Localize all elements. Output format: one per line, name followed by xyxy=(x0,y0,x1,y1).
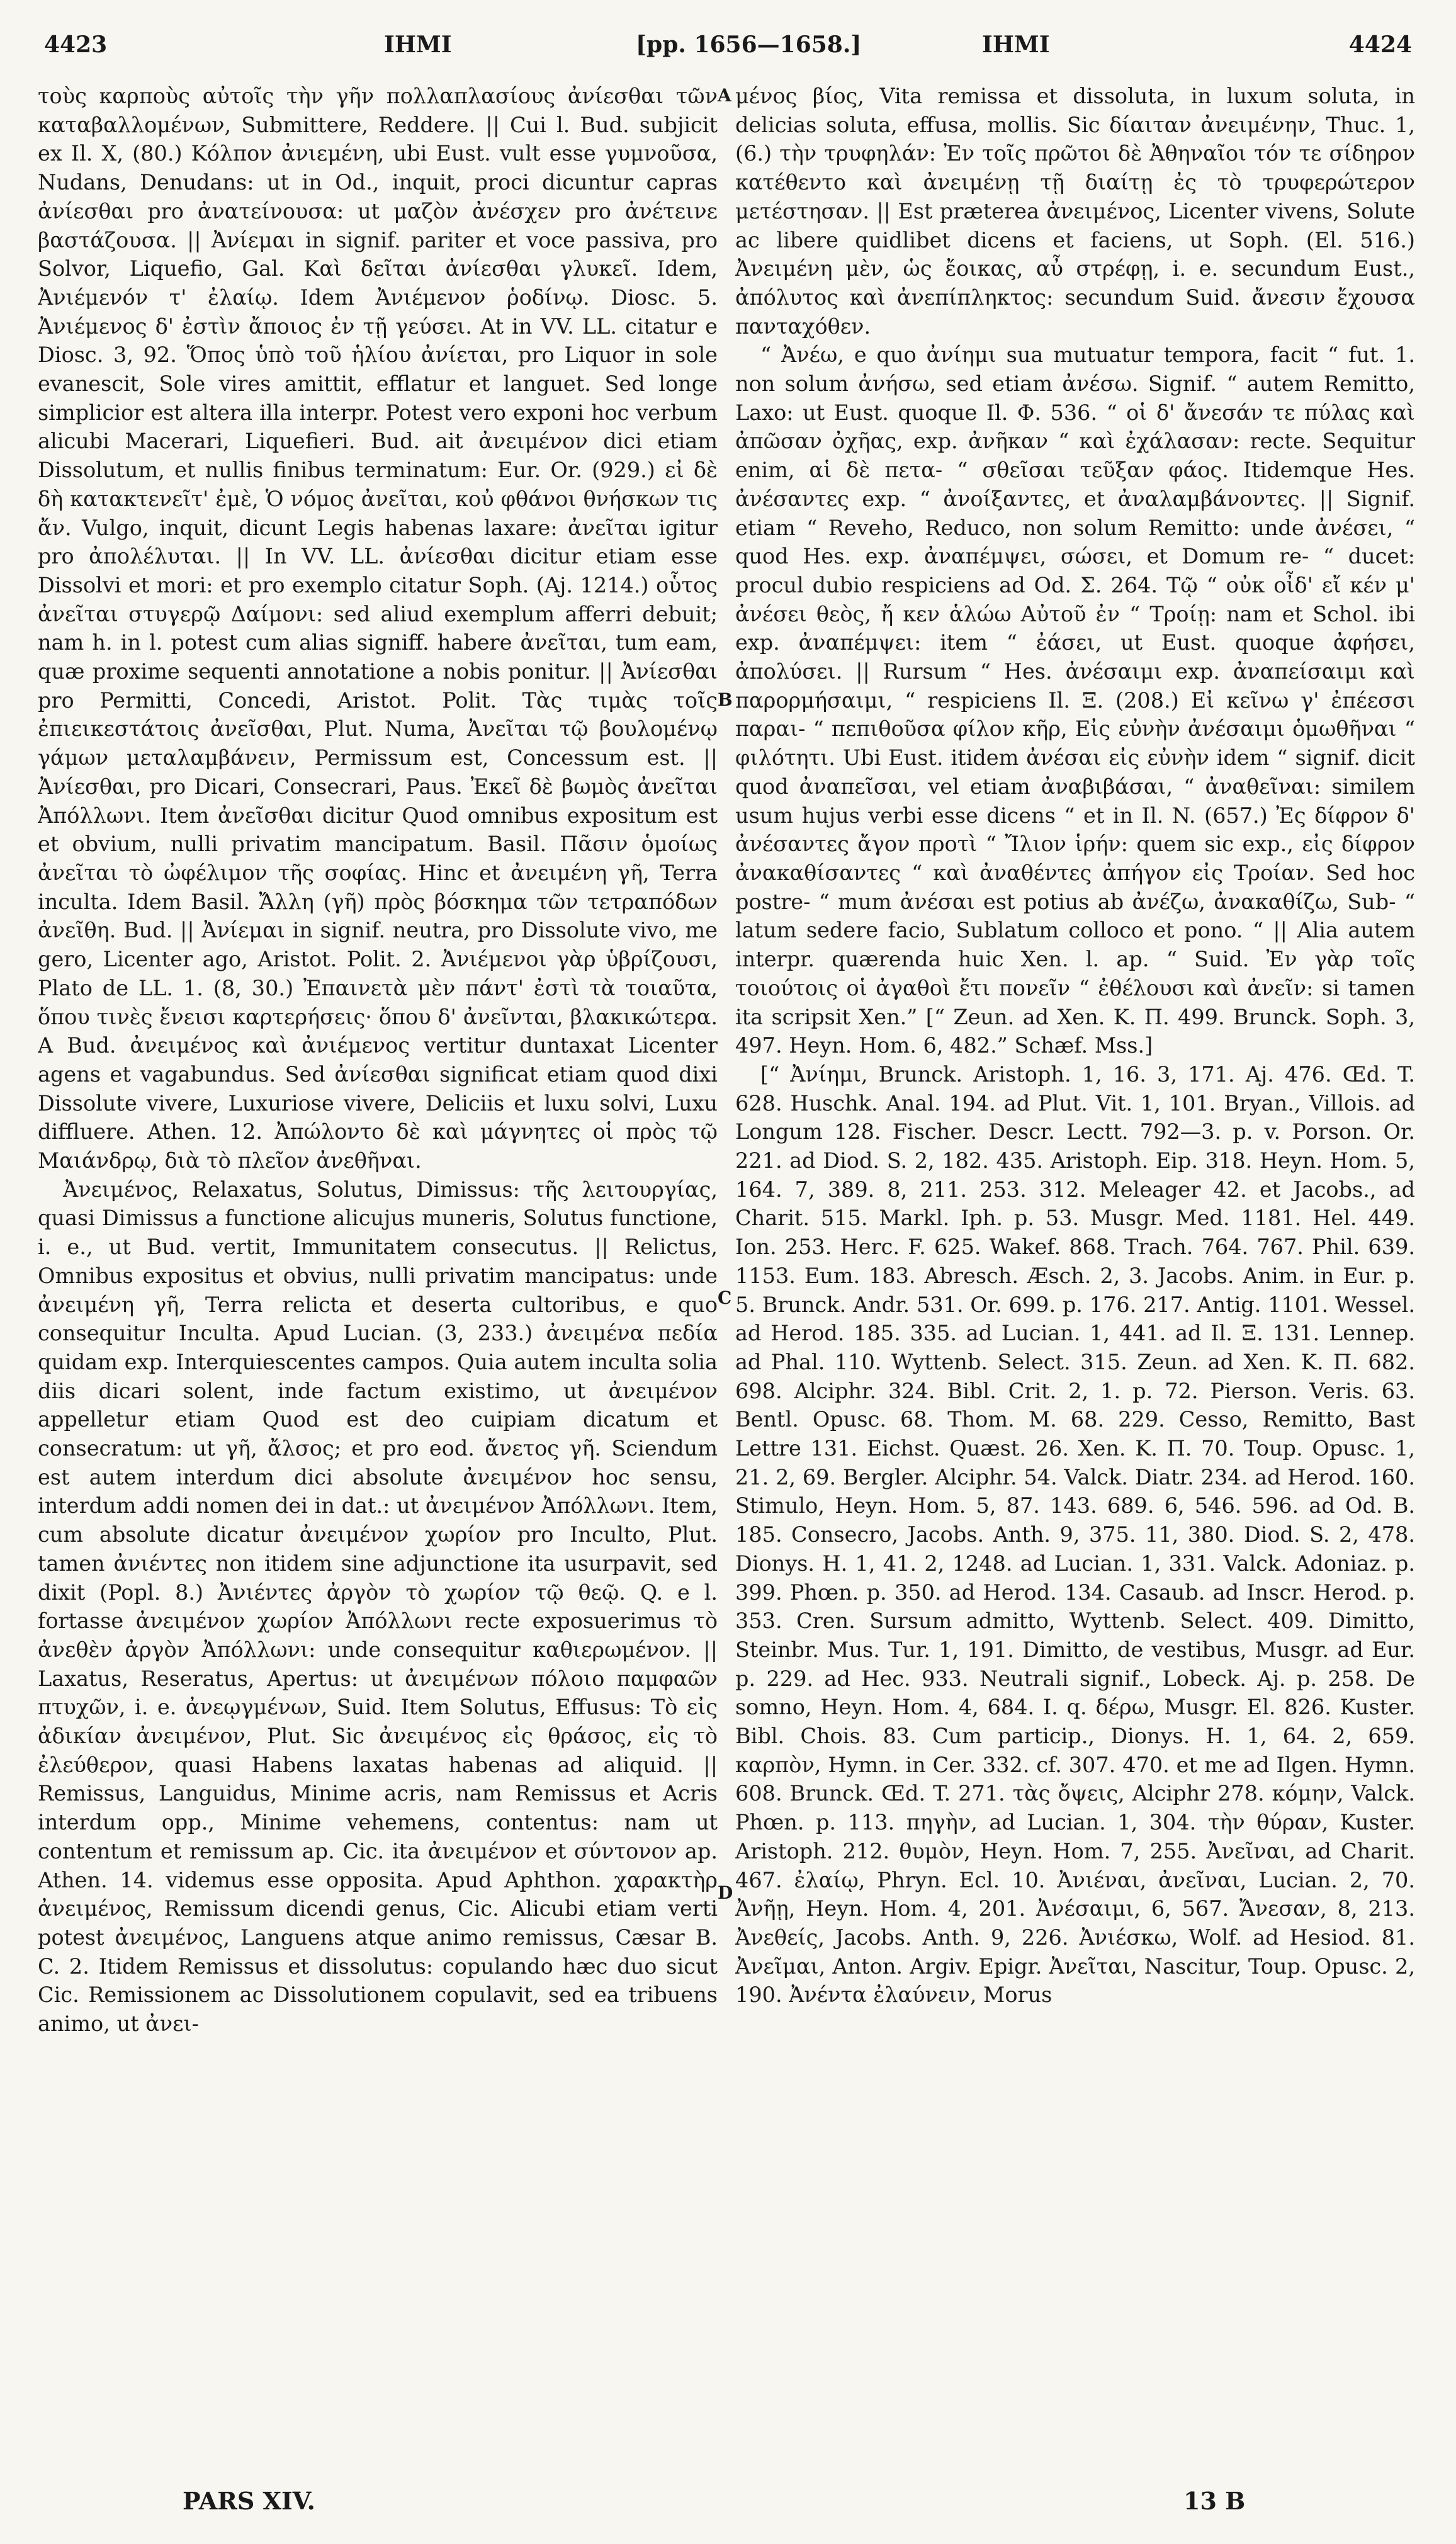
margin-letter-d: D xyxy=(718,1882,733,1903)
margin-letter-a: A xyxy=(718,85,731,106)
page-number-left: 4423 xyxy=(44,31,108,58)
page-range: [pp. 1656—1658.] xyxy=(636,31,862,58)
running-head-left: IHMI xyxy=(384,31,452,58)
footer-gathering-mark: 13 B xyxy=(1183,2487,1246,2515)
left-paragraph: Ἀνειμένος, Relaxatus, Solutus, Dimissus: τῆς λειτουργίας, quasi Dimissus a functione alicujus muneris, Solutus functione, i. e., ut Bud. vertit, Immunitatem consecutus. || Relictus, Omnibus expositus et obvius, nulli privatim mancipatus: unde ἀνειμένη γῆ, Terra relicta et deserta cultoribus, e quo consequitur Inculta. Apud Lucian. (3, 233.) ἀνειμένα πεδία quidam exp. Interquiescentes campos. Quia autem inculta solia diis dicari solent, inde factum existimo, ut ἀνειμένον appelletur etiam Quod est deo cuipiam dicatum et consecratum: ut γῆ, ἄλσος; et pro eod. ἄνετος γῆ. Sciendum est autem interdum dici absolute ἀνειμένον hoc sensu, interdum addi nomen dei in dat.: ut ἀνειμένον Ἀπόλλωνι. Item, cum absolute dicatur ἀνειμένον χωρίον pro Inculto, Plut. tamen ἀνιέντες non itidem sine adjunctione ita usurpavit, sed dixit (Popl. 8.) Ἀνιέντες ἀργὸν τὸ χωρίον τῷ θεῷ. Q. e l. fortasse ἀνειμένον χωρίον Ἀπόλλωνι recte exposuerimus τὸ ἀνεθὲν ἀργὸν Ἀπόλλωνι: unde consequitur καθιερωμένον. || Laxatus, Reseratus, Apertus: ut ἀνειμένων πόλοιο παμφαῶν πτυχῶν, i. e. ἀνεῳγμένων, Suid. Item Solutus, Effusus: Τὸ εἰς ἀδικίαν ἀνειμένον, Plut. Sic ἀνειμένος εἰς θράσος, εἰς τὸ ἐλεύθερον, quasi Habens laxatas habenas ad aliquid. || Remissus, Languidus, Minime acris, nam Remissus et Acris interdum opp., Minime vehemens, contentus: nam ut contentum et remissum ap. Cic. ita ἀνειμένον et σύντονον ap. Athen. 14. videmus esse opposita. Apud Aphthon. χαρακτὴρ ἀνειμένος, Remissum dicendi genus, Cic. Alicubi etiam verti potest ἀνειμένος, Languens atque animo remissus, Cæsar B. C. 2. Itidem Remissus et dissolutus: copulando hæc duo sicut Cic. Remissionem ac Dissolutionem copulavit, sed ea tribuens animo, ut ἀνει- xyxy=(38,1177,718,2037)
right-paragraph: μένος βίος, Vita remissa et dissoluta, in luxum soluta, in delicias soluta, effusa, mollis. Sic δίαιταν ἀνειμένην, Thuc. 1, (6.) τὴν τρυφηλάν: Ἐν τοῖς πρῶτοι δὲ Ἀθηναῖοι τόν τε σίδηρον κατέθεντο καὶ ἀνειμένῃ τῇ διαίτῃ ἐς τὸ τρυφερώτερον μετέστησαν. || Est præterea ἀνειμένος, Licenter vivens, Solute ac libere quidlibet dicens et faciens, ut Soph. (El. 516.) Ἀνειμένη μὲν, ὡς ἔοικας, αὖ στρέφῃ, i. e. secundum Eust., ἀπόλυτος καὶ ἀνεπίπληκτος: secundum Suid. ἄνεσιν ἔχουσα πανταχόθεν. xyxy=(735,84,1415,339)
left-paragraph: τοὺς καρποὺς αὐτοῖς τὴν γῆν πολλαπλασίους ἀνίεσθαι τῶν καταβαλλομένων, Submittere, Reddere. || Cui l. Bud. subjicit ex Il. X, (80.) Κόλπον ἀνιεμένη, ubi Eust. vult esse γυμνοῦσα, Nudans, Denudans: ut in Od., inquit, proci dicuntur capras ἀνίεσθαι pro ἀνατείνουσα: ut μαζὸν ἀνέσχεν pro ἀνέτεινε βαστάζουσα. || Ἀνίεμαι in signif. pariter et voce passiva, pro Solvor, Liquefio, Gal. Καὶ δεῖται ἀνίεσθαι γλυκεῖ. Idem, Ἀνιέμενόν τ' ἐλαίῳ. Idem Ἀνιέμενον ῥοδίνῳ. Diosc. 5. Ἀνιέμενος δ' ἐστὶν ἄποιος ἐν τῇ γεύσει. At in VV. LL. citatur e Diosc. 3, 92. Ὅπος ὑπὸ τοῦ ἡλίου ἀνίεται, pro Liquor in sole evanescit, Sole vires amittit, efflatur et languet. Sed longe simplicior est altera illa interpr. Potest vero exponi hoc verbum alicubi Macerari, Liquefieri. Bud. ait ἀνειμένον dici etiam Dissolutum, et nullis finibus terminatum: Eur. Or. (929.) εἰ δὲ δὴ κατακτενεῖτ' ἐμὲ, Ὁ νόμος ἀνεῖται, κοὐ φθάνοι θνήσκων τις ἄν. Vulgo, inquit, dicunt Legis habenas laxare: ἀνεῖται igitur pro ἀπολέλυται. || In VV. LL. ἀνίεσθαι dicitur etiam esse Dissolvi et mori: et pro exemplo citatur Soph. (Aj. 1214.) οὗτος ἀνεῖται στυγερῷ Δαίμονι: sed aliud exemplum afferri debuit; nam h. in l. potest cum alias signiff. habere ἀνεῖται, tum eam, quæ proxime sequenti annotatione a nobis ponitur. || Ἀνίεσθαι pro Permitti, Concedi, Aristot. Polit. Τὰς τιμὰς τοῖς ἐπιεικεστάτοις ἀνεῖσθαι, Plut. Numa, Ἀνεῖται τῷ βουλομένῳ γάμων μεταλαμβάνειν, Permissum est, Concessum est. || Ἀνίεσθαι, pro Dicari, Consecrari, Paus. Ἐκεῖ δὲ βωμὸς ἀνεῖται Ἀπόλλωνι. Item ἀνεῖσθαι dicitur Quod omnibus expositum est et obvium, nulli privatim mancipatum. Basil. Πᾶσιν ὁμοίως ἀνεῖται τὸ ὠφέλιμον τῆς σοφίας. Hinc et ἀνειμένη γῆ, Terra inculta. Idem Basil. Ἄλλη (γῆ) πρὸς βόσκημα τῶν τετραπόδων ἀνεῖθη. Bud. || Ἀνίεμαι in signif. neutra, pro Dissolute vivo, me gero, Licenter ago, Aristot. Polit. 2. Ἀνιέμενοι γὰρ ὑβρίζουσι, Plato de LL. 1. (8, 30.) Ἐπαινετὰ μὲν πάντ' ἐστὶ τὰ τοιαῦτα, ὅπου τινὲς ἔνεισι καρτερήσεις· ὅπου δ' ἀνεῖνται, βλακικώτερα. A Bud. ἀνειμένος καὶ ἀνιέμενος vertitur duntaxat Licenter agens et vagabundus. Sed ἀνίεσθαι significat etiam quod dixi Dissolute vivere, Luxuriose vivere, Deliciis et luxu solvi, Luxu diffluere. Athen. 12. Ἀπώλοντο δὲ καὶ μάγνητες οἱ πρὸς τῷ Μαιάνδρῳ, διὰ τὸ πλεῖον ἀνεθῆναι. xyxy=(38,84,718,1173)
footer-signature: PARS XIV. xyxy=(183,2487,315,2515)
right-paragraph: [“ Ἀνίημι, Brunck. Aristoph. 1, 16. 3, 171. Aj. 476. Œd. T. 628. Huschk. Anal. 194. ad Plut. Vit. 1, 101. Bryan., Villois. ad Longum 128. Fischer. Descr. Lectt. 792—3. p. v. Porson. Or. 221. ad Diod. S. 2, 182. 435. Aristoph. Eip. 318. Heyn. Hom. 5, 164. 7, 389. 8, 211. 253. 312. Meleager 42. et Jacobs., ad Charit. 515. Markl. Iph. p. 53. Musgr. Med. 1181. Hel. 449. Ion. 253. Herc. F. 625. Wakef. 868. Trach. 764. 767. Phil. 639. 1153. Eum. 183. Abresch. Æsch. 2, 3. Jacobs. Anim. in Eur. p. 5. Brunck. Andr. 531. Or. 699. p. 176. 217. Antig. 1101. Wessel. ad Herod. 185. 335. ad Lucian. 1, 441. ad Il. Ξ. 131. Lennep. ad Phal. 110. Wyttenb. Select. 315. Zeun. ad Xen. K. Π. 682. 698. Alciphr. 324. Bibl. Crit. 2, 1. p. 72. Pierson. Veris. 63. Bentl. Opusc. 68. Thom. M. 68. 229. Cesso, Remitto, Bast Lettre 131. Eichst. Quæst. 26. Xen. K. Π. 70. Toup. Opusc. 1, 21. 2, 69. Bergler. Alciphr. 54. Valck. Diatr. 234. ad Herod. 160. Stimulo, Heyn. Hom. 5, 87. 143. 689. 6, 546. 596. ad Od. B. 185. Consecro, Jacobs. Anth. 9, 375. 11, 380. Diod. S. 2, 478. Dionys. H. 1, 41. 2, 1248. ad Lucian. 1, 331. Valck. Adoniaz. p. 399. Phœn. p. 350. ad Herod. 134. Casaub. ad Inscr. Herod. p. 353. Cren. Sursum admitto, Wyttenb. Select. 409. Dimitto, Steinbr. Mus. Tur. 1, 191. Dimitto, de vestibus, Musgr. ad Eur. p. 229. ad Hec. 933. Neutrali signif., Lobeck. Aj. p. 258. De somno, Heyn. Hom. 4, 684. I. q. δέρω, Musgr. El. 826. Kuster. Bibl. Chois. 83. Cum particip., Dionys. H. 1, 64. 2, 659. καρπὸν, Hymn. in Cer. 332. cf. 307. 470. et me ad Ilgen. Hymn. 608. Brunck. Œd. T. 271. τὰς ὄψεις, Alciphr 278. κόμην, Valck. Phœn. p. 113. πηγὴν, ad Lucian. 1, 304. τὴν θύραν, Kuster. Aristoph. 212. θυμὸν, Heyn. Hom. 7, 255. Ἀνεῖναι, ad Charit. 467. ἐλαίῳ, Phryn. Ecl. 10. Ἀνιέναι, ἀνεῖναι, Lucian. 2, 70. Ἀνῆῃ, Heyn. Hom. 4, 201. Ἀνέσαιμι, 6, 567. Ἄνεσαν, 8, 213. Ἀνεθείς, Jacobs. Anth. 9, 226. Ἀνιέσκω, Wolf. ad Hesiod. 81. Ἀνεῖμαι, Anton. Argiv. Epigr. Ἀνεῖται, Nascitur, Toup. Opusc. 2, 190. Ἀνέντα ἐλαύνειν, Morus xyxy=(735,1061,1415,2008)
running-head-right: IHMI xyxy=(982,31,1050,58)
left-column xyxy=(38,82,718,2462)
right-column xyxy=(735,82,1415,2462)
page-header xyxy=(44,25,1412,69)
margin-letter-c: C xyxy=(718,1287,732,1308)
page-number-right: 4424 xyxy=(1348,31,1412,58)
right-paragraph: “ Ἀνέω, e quo ἀνίημι sua mutuatur tempora, facit “ fut. 1. non solum ἀνήσω, sed etiam ἀνέσω. Signif. “ autem Remitto, Laxo: ut Eust. quoque Il. Φ. 536. “ οἱ δ' ἄνεσάν τε πύλας καὶ ἀπῶσαν ὀχῆας, exp. ἀνῆκαν “ καὶ ἐχάλασαν: recte. Sequitur enim, αἱ δὲ πετα- “ σθεῖσαι τεῦξαν φάος. Itidemque Hes. ἀνέσαντες exp. “ ἀνοίξαντες, et ἀναλαμβάνοντες. || Signif. etiam “ Reveho, Reduco, non solum Remitto: unde ἀνέσει, “ quod Hes. exp. ἀναπέμψει, σώσει, et Domum re- “ ducet: procul dubio respiciens ad Od. Σ. 264. Τῷ “ οὐκ οἶδ' εἴ κέν μ' ἀνέσει θεὸς, ἤ κεν ἁλώω Αὐτοῦ ἐν “ Τροίῃ: nam et Schol. ibi exp. ἀναπέμψει: item “ ἐάσει, ut Eust. quoque ἀφήσει, ἀπολύσει. || Rursum “ Hes. ἀνέσαιμι exp. ἀναπείσαιμι καὶ παρορμήσαιμι, “ respiciens Il. Ξ. (208.) Εἰ κεῖνω γ' ἐπέεσσι παραι- “ πεπιθοῦσα φίλον κῆρ, Εἰς εὐνὴν ἀνέσαιμι ὁμωθῆναι “ φιλότητι. Ubi Eust. itidem ἀνέσαι εἰς εὐνὴν idem “ signif. dicit quod ἀναπεῖσαι, vel etiam ἀναβιβάσαι, “ ἀναθεῖναι: similem usum hujus verbi esse dicens “ et in Il. N. (657.) Ἐς δίφρον δ' ἀνέσαντες ἄγον προτὶ “ Ἴλιον ἱρήν: quem sic exp., εἰς δίφρον ἀνακαθίσαντες “ καὶ ἀναθέντες ἀπήγον εἰς Τροίαν. Sed hoc postre- “ mum ἀνέσαι est potius ab ἀνέζω, ἀνακαθίζω, Sub- “ latum sedere facio, Sublatum colloco et pono. “ || Alia autem interpr. quærenda huic Xen. l. ap. “ Suid. Ἐν γὰρ τοῖς τοιούτοις οἱ ἀγαθοὶ ἔτι πονεῖν “ ἐθέλουσι καὶ ἀνεῖν: si tamen ita scripsit Xen.” [“ Zeun. ad Xen. K. Π. 499. Brunck. Soph. 3, 497. Heyn. Hom. 6, 482.” Schæf. Mss.] xyxy=(735,342,1415,1058)
margin-letter-b: B xyxy=(718,689,733,710)
